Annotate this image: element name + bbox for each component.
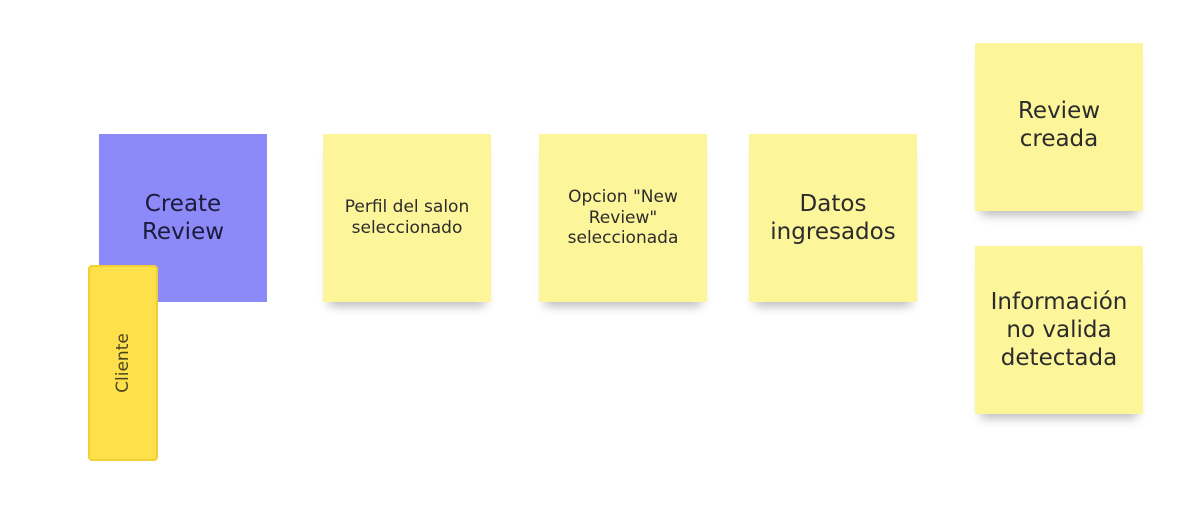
event-sticky-perfil-del-salon[interactable]: Perfil del salon seleccionado <box>323 134 491 302</box>
event-sticky-review-creada[interactable]: Review creada <box>975 43 1143 211</box>
actor-sticky-cliente[interactable] <box>88 265 158 461</box>
actor-label: Cliente <box>113 333 133 393</box>
event-sticky-informacion-no-valida[interactable]: Información no valida detectada <box>975 246 1143 414</box>
command-sticky-create-review[interactable]: Create Review <box>99 134 267 302</box>
event-sticky-datos-ingresados[interactable]: Datos ingresados <box>749 134 917 302</box>
event-sticky-opcion-new-review[interactable]: Opcion "New Review" seleccionada <box>539 134 707 302</box>
